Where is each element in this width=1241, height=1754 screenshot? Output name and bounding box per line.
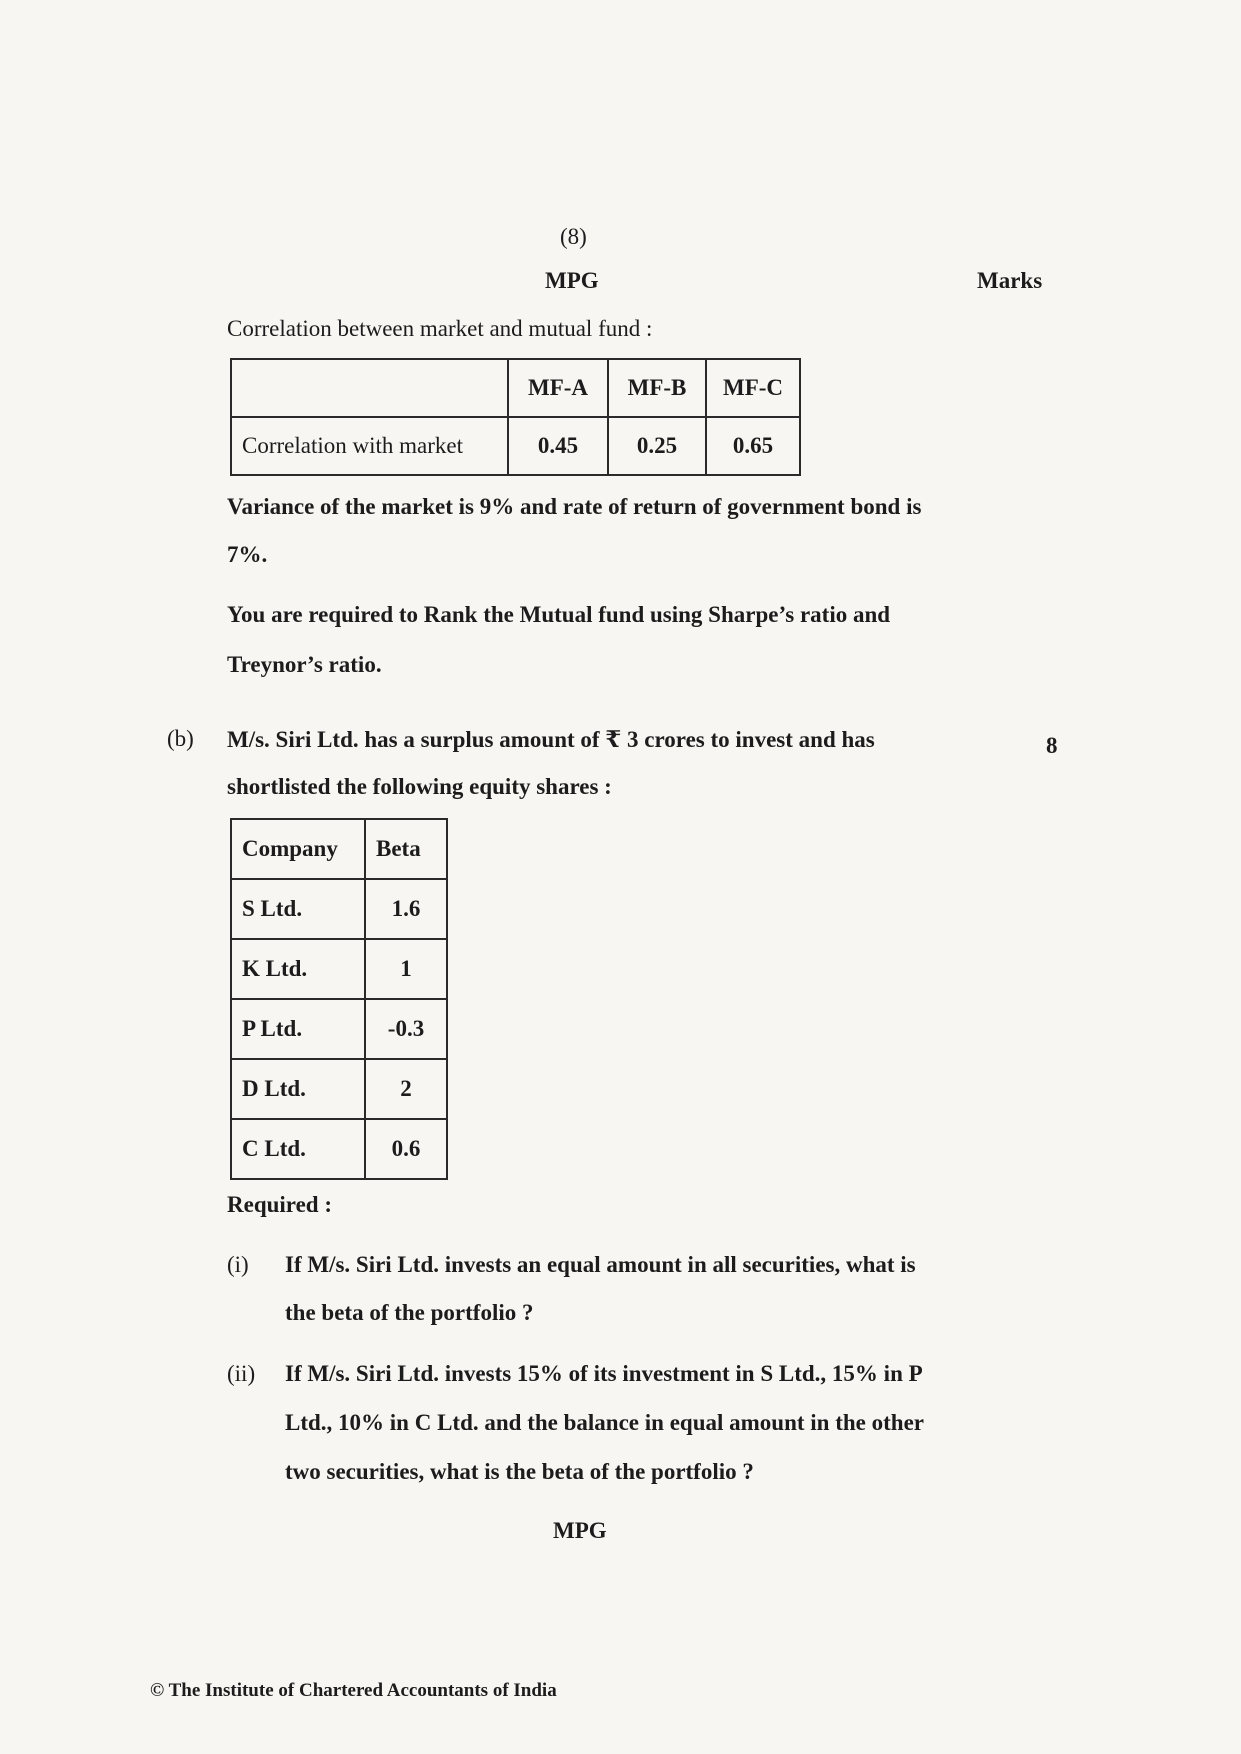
company-cell: K Ltd. (231, 939, 365, 999)
table-cell: 0.45 (508, 417, 608, 475)
question-b-line2: shortlisted the following equity shares : (227, 774, 612, 799)
table-cell: 0.25 (608, 417, 706, 475)
table-header-cell: MF-B (608, 359, 706, 417)
beta-cell: -0.3 (365, 999, 447, 1059)
question-b-label: (b) (167, 726, 194, 751)
table-header-cell (231, 359, 508, 417)
required-text-line2: Treynor’s ratio. (227, 652, 382, 677)
paper-code: MPG (545, 268, 599, 293)
subquestion-i-line2: the beta of the portfolio ? (285, 1300, 534, 1325)
beta-cell: 2 (365, 1059, 447, 1119)
subquestion-i-label: (i) (227, 1252, 249, 1277)
correlation-intro: Correlation between market and mutual fund : (227, 316, 653, 341)
subquestion-ii-line2: Ltd., 10% in C Ltd. and the balance in equal amount in the other (285, 1410, 924, 1435)
subquestion-ii-line3: two securities, what is the beta of the portfolio ? (285, 1459, 754, 1484)
subquestion-i-line1: If M/s. Siri Ltd. invests an equal amount in all securities, what is (285, 1252, 916, 1277)
table-row (231, 999, 447, 1059)
company-cell: C Ltd. (231, 1119, 365, 1179)
correlation-table (230, 358, 801, 476)
table-row-label: Correlation with market (231, 417, 508, 475)
company-cell: D Ltd. (231, 1059, 365, 1119)
table-row (231, 417, 800, 475)
table-header-cell: MF-A (508, 359, 608, 417)
page-number: (8) (560, 224, 587, 249)
company-cell: P Ltd. (231, 999, 365, 1059)
table-row (231, 879, 447, 939)
table-header-cell: Beta (365, 819, 447, 879)
table-row (231, 939, 447, 999)
beta-cell: 1 (365, 939, 447, 999)
beta-table (230, 818, 448, 1180)
table-row (231, 1059, 447, 1119)
required-heading: Required : (227, 1192, 332, 1217)
subquestion-ii-label: (ii) (227, 1361, 256, 1386)
table-header-row (231, 819, 447, 879)
marks-heading: Marks (977, 268, 1043, 293)
question-b-line1: M/s. Siri Ltd. has a surplus amount of ₹ 3 crores to invest and has (227, 727, 875, 752)
table-header-row (231, 359, 800, 417)
beta-cell: 0.6 (365, 1119, 447, 1179)
variance-text-line2: 7%. (227, 542, 268, 567)
table-header-cell: MF-C (706, 359, 800, 417)
subquestion-ii-line1: If M/s. Siri Ltd. invests 15% of its investment in S Ltd., 15% in P (285, 1361, 923, 1386)
question-b-marks: 8 (1046, 733, 1058, 758)
variance-text-line1: Variance of the market is 9% and rate of return of government bond is (227, 494, 922, 519)
table-header-cell: Company (231, 819, 365, 879)
footer-code: MPG (553, 1518, 607, 1543)
table-row (231, 1119, 447, 1179)
table-cell: 0.65 (706, 417, 800, 475)
copyright-notice: © The Institute of Chartered Accountants of India (150, 1680, 557, 1701)
company-cell: S Ltd. (231, 879, 365, 939)
required-text-line1: You are required to Rank the Mutual fund using Sharpe’s ratio and (227, 602, 891, 627)
beta-cell: 1.6 (365, 879, 447, 939)
